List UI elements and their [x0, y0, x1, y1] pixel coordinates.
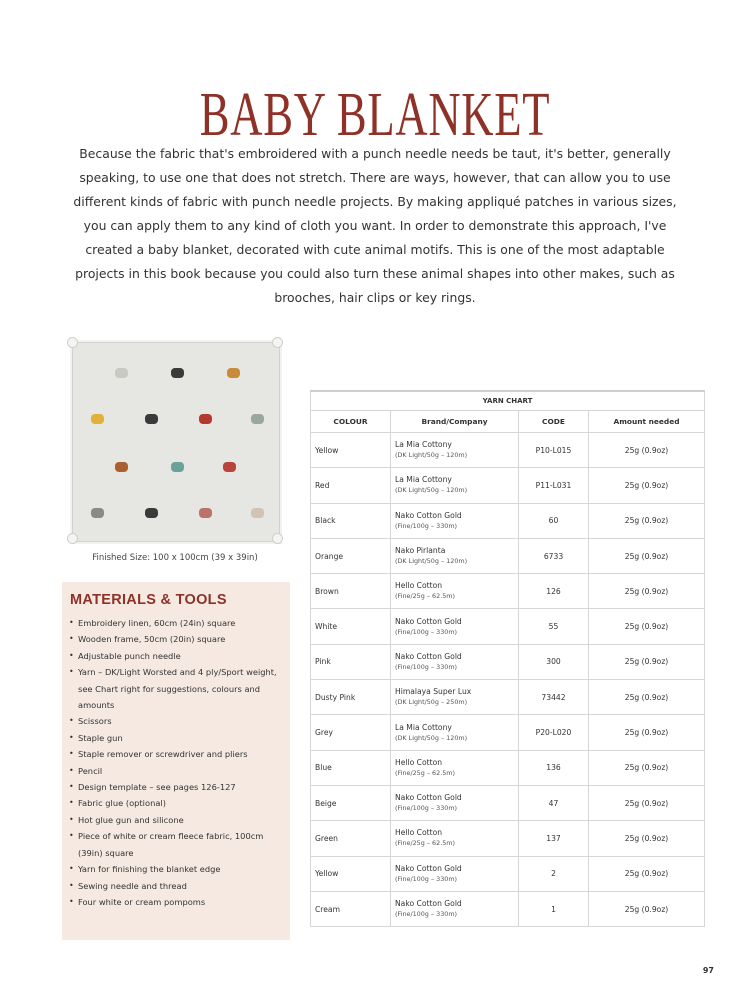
animal-motif: [91, 508, 104, 518]
cell-code: P20-L020: [519, 715, 589, 750]
table-row: [311, 856, 705, 891]
cell-amount: 25g (0.9oz): [589, 856, 705, 891]
cell-brand: [391, 821, 519, 856]
table-row: [311, 468, 705, 503]
cell-colour: Red: [311, 468, 391, 503]
cell-colour: Dusty Pink: [311, 680, 391, 715]
brand-detail: (DK Light/50g – 120m): [395, 557, 468, 566]
cell-code: 300: [519, 644, 589, 679]
cell-code: 1: [519, 891, 589, 926]
table-row: [311, 538, 705, 573]
brand-name: Hello Cotton: [395, 581, 443, 591]
cell-amount: 25g (0.9oz): [589, 715, 705, 750]
cell-colour: Blue: [311, 750, 391, 785]
cell-amount: 25g (0.9oz): [589, 538, 705, 573]
brand-name: Nako Cotton Gold: [395, 616, 462, 626]
cell-amount: 25g (0.9oz): [589, 433, 705, 468]
materials-item: • Embroidery linen, 60cm (24in) square: [68, 615, 284, 631]
animal-motif: [223, 462, 236, 472]
materials-item: • Sewing needle and thread: [68, 878, 284, 894]
brand-name: Nako Cotton Gold: [395, 510, 462, 520]
yarn-chart-body: [311, 433, 705, 927]
materials-title: MATERIALS & TOOLS: [70, 592, 227, 608]
table-row: [311, 433, 705, 468]
animal-motif: [227, 368, 240, 378]
cell-brand: [391, 433, 519, 468]
brand-detail: (Fine/100g – 330m): [395, 521, 458, 530]
brand-detail: (Fine/100g – 330m): [395, 804, 458, 813]
materials-item: • Fabric glue (optional): [68, 795, 284, 811]
materials-item: • Adjustable punch needle: [68, 648, 284, 664]
materials-item: • Four white or cream pompoms: [68, 894, 284, 910]
pompom: [272, 533, 283, 544]
header-code: CODE: [519, 411, 589, 433]
cell-code: 47: [519, 785, 589, 820]
animal-motif: [171, 462, 184, 472]
brand-detail: (Fine/25g – 62.5m): [395, 768, 456, 777]
table-row: [311, 680, 705, 715]
brand-name: Nako Cotton Gold: [395, 863, 462, 873]
page-title: BABY BLANKET: [199, 80, 551, 149]
materials-item: • Staple gun: [68, 730, 284, 746]
cell-code: 137: [519, 821, 589, 856]
animal-motif: [251, 414, 264, 424]
cell-colour: Green: [311, 821, 391, 856]
cell-code: P10-L015: [519, 433, 589, 468]
cell-amount: 25g (0.9oz): [589, 891, 705, 926]
header-brand: Brand/Company: [391, 411, 519, 433]
cell-amount: 25g (0.9oz): [589, 750, 705, 785]
header-amount: Amount needed: [589, 411, 705, 433]
cell-brand: [391, 609, 519, 644]
brand-name: Hello Cotton: [395, 757, 443, 767]
table-row: [311, 644, 705, 679]
blanket-photo: [66, 338, 284, 546]
materials-item: • Pencil: [68, 763, 284, 779]
yarn-chart-caption: YARN CHART: [311, 391, 705, 411]
cell-colour: Black: [311, 503, 391, 538]
animal-motif: [199, 414, 212, 424]
cell-colour: Yellow: [311, 856, 391, 891]
cell-code: 136: [519, 750, 589, 785]
cell-code: 73442: [519, 680, 589, 715]
cell-colour: White: [311, 609, 391, 644]
brand-name: Himalaya Super Lux: [395, 687, 472, 697]
animal-motif: [115, 462, 128, 472]
table-row: [311, 503, 705, 538]
brand-name: Nako Cotton Gold: [395, 651, 462, 661]
cell-brand: [391, 785, 519, 820]
cell-amount: 25g (0.9oz): [589, 821, 705, 856]
cell-colour: Brown: [311, 574, 391, 609]
cell-colour: Yellow: [311, 433, 391, 468]
brand-detail: (Fine/100g – 330m): [395, 662, 458, 671]
brand-name: La Mia Cottony: [395, 722, 452, 732]
cell-amount: 25g (0.9oz): [589, 680, 705, 715]
cell-brand: [391, 468, 519, 503]
materials-list: [68, 615, 284, 910]
cell-brand: [391, 503, 519, 538]
cell-colour: Orange: [311, 538, 391, 573]
cell-brand: [391, 538, 519, 573]
brand-detail: (DK Light/50g – 120m): [395, 451, 468, 460]
brand-detail: (DK Light/50g – 120m): [395, 733, 468, 742]
animal-motif: [115, 368, 128, 378]
table-row: [311, 609, 705, 644]
brand-detail: (Fine/100g – 330m): [395, 627, 458, 636]
materials-item: • Hot glue gun and silicone: [68, 812, 284, 828]
brand-name: La Mia Cottony: [395, 475, 452, 485]
materials-box: [62, 582, 290, 940]
cell-amount: 25g (0.9oz): [589, 574, 705, 609]
brand-detail: (Fine/25g – 62.5m): [395, 592, 456, 601]
brand-detail: (DK Light/50g – 250m): [395, 698, 468, 707]
animal-motif: [199, 508, 212, 518]
brand-name: Hello Cotton: [395, 828, 443, 838]
cell-amount: 25g (0.9oz): [589, 468, 705, 503]
cell-colour: Pink: [311, 644, 391, 679]
pompom: [67, 533, 78, 544]
cell-code: 126: [519, 574, 589, 609]
cell-amount: 25g (0.9oz): [589, 785, 705, 820]
cell-amount: 25g (0.9oz): [589, 609, 705, 644]
materials-item: • Scissors: [68, 713, 284, 729]
pompom: [272, 337, 283, 348]
header-colour: COLOUR: [311, 411, 391, 433]
animal-motif: [171, 368, 184, 378]
cell-brand: [391, 715, 519, 750]
cell-brand: [391, 856, 519, 891]
materials-item: • Yarn – DK/Light Worsted and 4 ply/Sport weight, see Chart right for suggestions, colours and amounts: [68, 664, 284, 713]
cell-colour: Beige: [311, 785, 391, 820]
brand-detail: (Fine/100g – 330m): [395, 874, 458, 883]
cell-amount: 25g (0.9oz): [589, 644, 705, 679]
brand-name: Nako Cotton Gold: [395, 793, 462, 803]
brand-detail: (DK Light/50g – 120m): [395, 486, 468, 495]
photo-caption: Finished Size: 100 x 100cm (39 x 39in): [92, 553, 258, 563]
pompom: [67, 337, 78, 348]
page-number: 97: [702, 966, 714, 975]
brand-name: Nako Cotton Gold: [395, 899, 462, 908]
cell-code: 2: [519, 856, 589, 891]
yarn-chart-table: [310, 390, 705, 927]
cell-brand: [391, 750, 519, 785]
intro-paragraph: Because the fabric that's embroidered with a punch needle needs be taut, it's better, generally speaking, to use one that does not stretch. There are ways, however, that can allow you to use different kinds of fabric with punch needle projects. By making appliqué patches in various sizes, you can apply them to any kind of cloth you want. In order to demonstrate this approach, I've created a baby blanket, decorated with cute animal motifs. This is one of the most adaptable projects in this book because you could also turn these animal shapes into other makes, such as brooches, hair clips or key rings.: [73, 146, 677, 306]
cell-brand: [391, 574, 519, 609]
cell-code: 55: [519, 609, 589, 644]
cell-colour: Cream: [311, 891, 391, 926]
animal-motif: [145, 508, 158, 518]
materials-item: • Staple remover or screwdriver and pliers: [68, 746, 284, 762]
materials-item: • Yarn for finishing the blanket edge: [68, 861, 284, 877]
table-row: [311, 715, 705, 750]
cell-amount: 25g (0.9oz): [589, 503, 705, 538]
animal-motif: [145, 414, 158, 424]
cell-brand: [391, 680, 519, 715]
blanket-image: [72, 342, 280, 542]
materials-item: • Wooden frame, 50cm (20in) square: [68, 631, 284, 647]
table-row: [311, 750, 705, 785]
animal-motif: [251, 508, 264, 518]
brand-detail: (Fine/25g – 62.5m): [395, 839, 456, 848]
cell-code: 60: [519, 503, 589, 538]
cell-code: 6733: [519, 538, 589, 573]
brand-name: Nako Pirlanta: [395, 546, 446, 556]
animal-motif: [91, 414, 104, 424]
cell-brand: [391, 644, 519, 679]
table-row: [311, 821, 705, 856]
table-row: [311, 574, 705, 609]
table-row: [311, 785, 705, 820]
cell-code: P11-L031: [519, 468, 589, 503]
table-row: [311, 891, 705, 926]
brand-detail: (Fine/100g – 330m): [395, 910, 458, 918]
materials-item: • Design template – see pages 126-127: [68, 779, 284, 795]
cell-brand: [391, 891, 519, 926]
cell-colour: Grey: [311, 715, 391, 750]
brand-name: La Mia Cottony: [395, 440, 452, 450]
materials-item: • Piece of white or cream fleece fabric, 100cm (39in) square: [68, 828, 284, 861]
